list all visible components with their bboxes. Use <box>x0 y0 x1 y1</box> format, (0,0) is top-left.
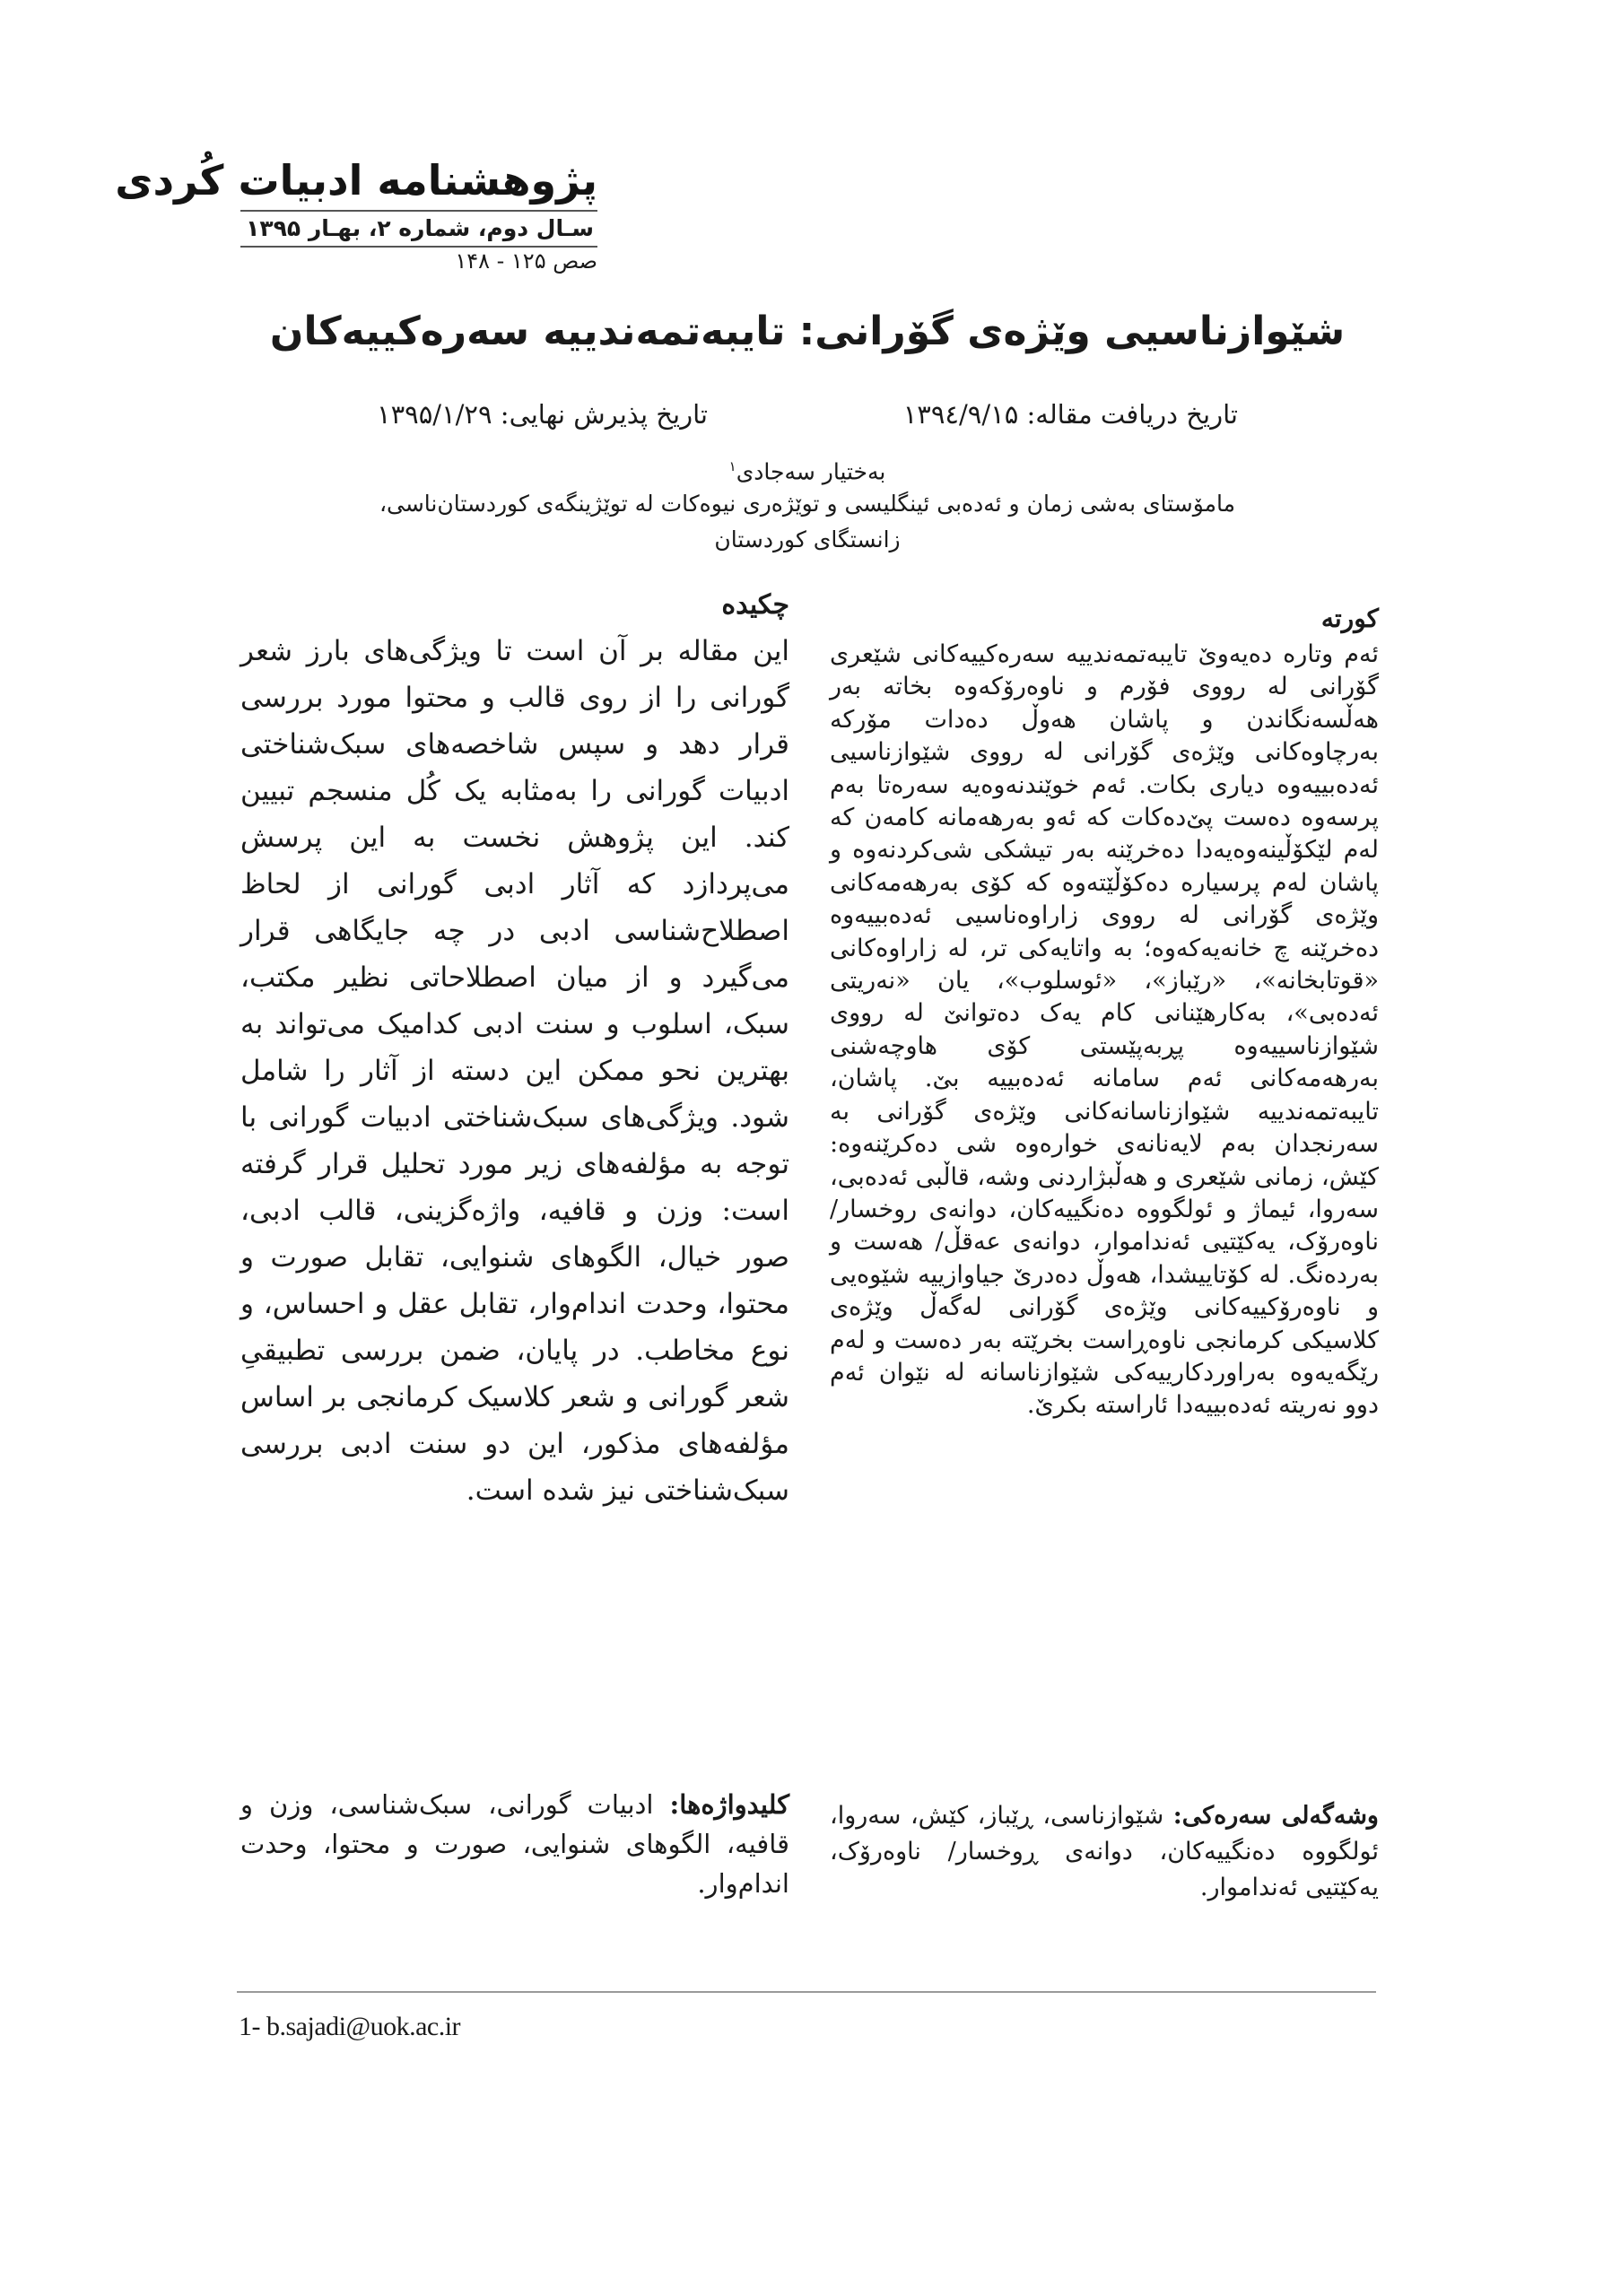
received-label: تاریخ دریافت مقاله: <box>1026 399 1238 430</box>
received-value: ۱۳۹٤/۹/۱۵ <box>902 399 1019 430</box>
page-range: صص ۱۲۵ - ۱۴۸ <box>455 248 597 274</box>
author-affiliation <box>269 486 1346 558</box>
journal-issue: سـال دوم، شماره ۲، بهـار ۱۳۹۵ <box>246 215 594 241</box>
kurdish-abstract <box>830 599 1379 1422</box>
article-dates <box>377 395 1238 434</box>
persian-keywords-label: کلیدواژه‌ها: <box>669 1789 790 1820</box>
journal-masthead <box>115 151 597 274</box>
persian-abstract-heading: چکیده <box>721 589 789 621</box>
kurdish-keywords-list: شێوازناسی، ڕێباز، کێش، سەروا، ئولگووە دەنگییەکان، دوانەی ڕوخسار/ ناوەرۆک، یەکێتیی ئەنداموار. <box>830 1802 1379 1901</box>
journal-name: پژوهشنامه ادبیات کُردی <box>115 156 597 204</box>
accepted-date <box>377 395 708 434</box>
affiliation-line-1: مامۆستای بەشی زمان و ئەدەبی ئینگلیسی و توێژەری نیوەکات لە توێژینگەی کوردستان‌ناسی، <box>379 491 1236 517</box>
persian-keywords-list: ادبیات گورانی، سبک‌شناسی، وزن و قافیه، الگوهای شنوایی، صورت و محتوا، وحدت اندام‌وار. <box>240 1789 789 1899</box>
persian-keywords <box>240 1785 789 1903</box>
received-date <box>903 395 1238 434</box>
accepted-label: تاریخ پذیرش نهایی: <box>500 399 708 430</box>
kurdish-abstract-body: ئەم وتارە دەیەوێ تایبەتمەندییە سەرەکییەکانی شێعری گۆرانی لە رووی فۆرم و ناوەرۆکەوە بخاتە بەر هەڵسەنگاندن و پاشان هەوڵ دەدات مۆرکە بەرچاوەکانی وێژەی گۆرانی لە رووی شێوازناسیی ئەدەبییەوە دیاری بکات. ئەم خوێندنەوەیە سەرەتا بەم پرسەوە دەست پێ‌دەکات کە ئەو بەرهەمانە کامەن کە لەم لێکۆڵینەوەیەدا دەخرێنە بەر تیشکی شی‌کردنەوە و پاشان لەم پرسیارە دەکۆڵێتەوە کە کۆی بەرهەمەکانی وێژەی گۆرانی لە رووی زاراوەناسیی ئەدەبییەوە دەخرێنە چ خانەیەکەوە؛ بە واتایەکی تر، لە زاراوەکانی «قوتابخانە»، «رێباز»، «ئوسلوب»، یان «نەریتی ئەدەبی»، بەکارهێنانی کام یەک دەتوانێ لە رووی شێوازناسییەوە پڕبەپێستی کۆی هاوچەشنی بەرهەمەکانی ئەم سامانە ئەدەبییە بێ. پاشان، تایبەتمەندییە شێوازناسانەکانی وێژەی گۆرانی بە سەرنجدان بەم لایەنانەی خوارەوە شی دەکرێنەوە: کێش، زمانی شێعری و هەڵبژاردنی وشە، قاڵبی ئەدەبی، سەروا، ئیماژ و ئولگووە دەنگییەکان، دوانەی روخسار/ ناوەرۆک، یەکێتیی ئەنداموار، دوانەی عەقڵ/ هەست و بەردەنگ. لە کۆتاییشدا، هەوڵ دەدرێ جیاوازییە شێوەیی و ناوەرۆکییەکانی وێژەی گۆرانی لەگەڵ وێژەی کلاسیکی کرمانجی ناوەڕاست بخرێتە بەر دەست و لەم رێگەیەوە بەراوردکارییەکی شێوازناسانە لە نێوان ئەم دوو نەریتە ئەدەبییەدا ئاراستە بکرێ. <box>830 640 1379 1420</box>
affiliation-line-2: زانستگای کوردستان <box>714 526 901 552</box>
article-title: شێوازناسیی وێژەی گۆرانی: تایبەتمەندییە سەرەکییەکان <box>269 309 1346 354</box>
kurdish-keywords-label: وشەگەلی سەرەکی: <box>1172 1802 1379 1830</box>
kurdish-keywords <box>830 1798 1379 1906</box>
persian-abstract-body: این مقاله بر آن است تا ویژگی‌های بارز شعر گورانی را از روی قالب و محتوا مورد بررسی قرار دهد و سپس شاخصه‌های سبک‌شناختی ادبیات گورانی را به‌مثابه یک کُل منسجم تبیین کند. این پژوهش نخست به این پرسش می‌پردازد که آثار ادبی گورانی از لحاظ اصطلاح‌شناسی ادبی در چه جایگاهی قرار می‌گیرد و از میان اصطلاحاتی نظیر مکتب، سبک، اسلوب و سنت ادبی کدامیک می‌تواند به بهترین نحو ممکن این دسته از آثار را شامل شود. ویژگی‌های سبک‌شناختی ادبیات گورانی با توجه به مؤلفه‌های زیر مورد تحلیل قرار گرفته است: وزن و قافیه، واژه‌گزینی، قالب ادبی، صور خیال، الگوهای شنوایی، تقابل صورت و محتوا، وحدت اندام‌وار، تقابل عقل و احساس، و نوع مخاطب. در پایان، ضمن بررسی تطبیقیِ شعر گورانی و شعر کلاسیک کرمانجی بر اساس مؤلفه‌های مذکور، این دو سنت ادبی بررسی سبک‌شناختی نیز شده است. <box>240 635 789 1507</box>
footnote-divider <box>237 1991 1376 1993</box>
kurdish-abstract-heading: کورتە <box>1320 604 1379 633</box>
author-footnote-mark: ۱ <box>728 458 736 474</box>
author-line <box>269 448 1346 490</box>
accepted-value: ۱۳۹۵/۱/۲۹ <box>377 399 492 430</box>
footnote-email: 1- b.sajadi@uok.ac.ir <box>239 2012 461 2041</box>
persian-abstract <box>240 583 789 1514</box>
author-name: بەختیار سەجادی <box>736 458 886 485</box>
